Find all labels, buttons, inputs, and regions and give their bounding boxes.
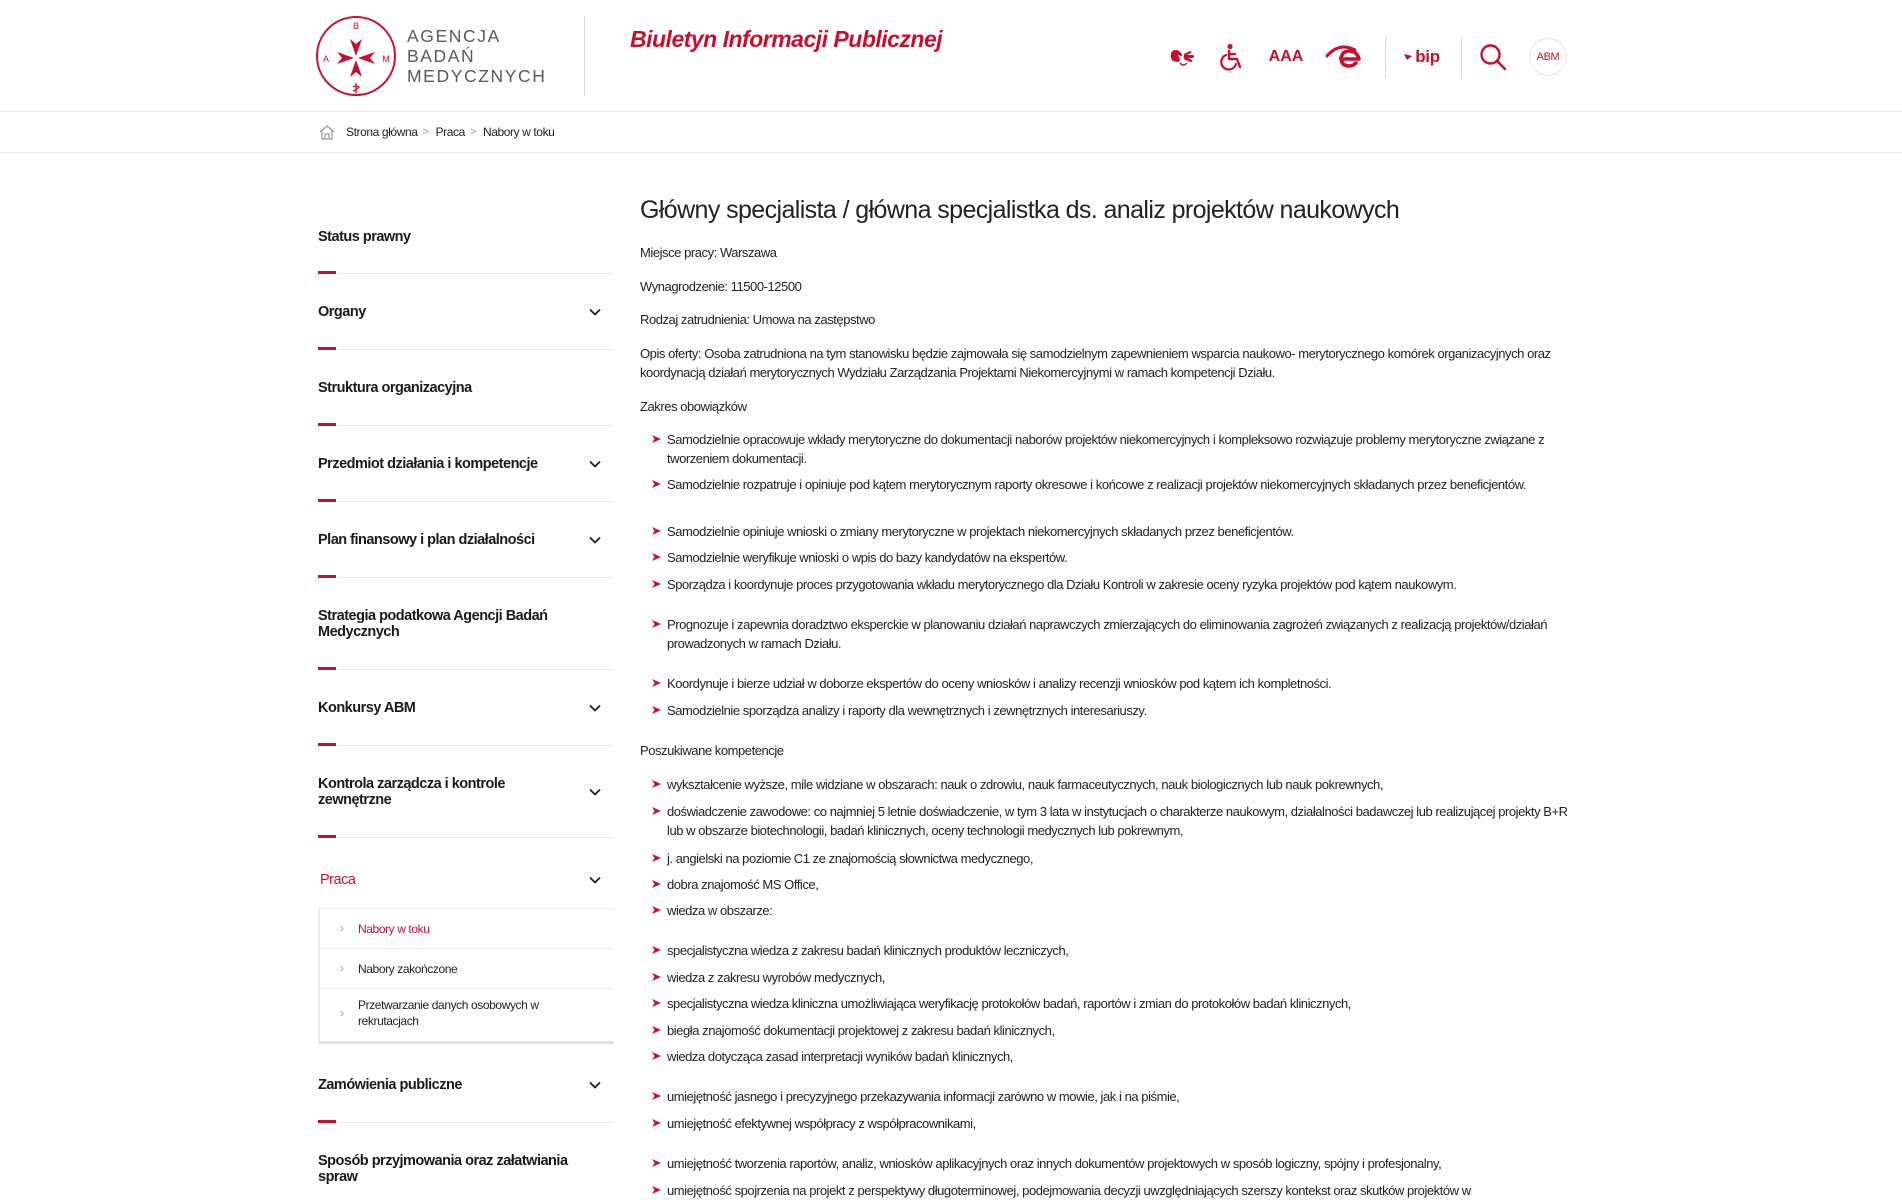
chevron-down-icon[interactable]: [588, 457, 602, 471]
sidebar-item-label: Sposób przyjmowania oraz załatwiania spraw: [318, 1153, 568, 1185]
duty-text: Sporządza i koordynuje proces przygotowania wkładu merytorycznego dla Działu Kontroli w zakresie oceny ryzyka projektów pod kątem naukowym.: [667, 577, 1457, 592]
breadcrumb-arrow-icon: >: [469, 126, 476, 138]
duty-item: [667, 701, 1582, 720]
job-description: Opis oferty: Osoba zatrudniona na tym stanowisku będzie zajmowała się samodzielnym zapewnieniem wsparcia naukowo- merytorycznego komórek organizacyjnych oraz koordynacją działań merytorycznych Wydziału Zarządzania Projektami Niekomercyjnymi w ramach kompetencji Działu.: [640, 346, 1551, 380]
bullet-arrow-icon: [652, 780, 661, 788]
logo-line-1: AGENCJA: [407, 26, 501, 46]
duty-text: Samodzielnie rozpatruje i opiniuje pod kątem merytorycznym raporty okresowe i końcowe z realizacji projektów niekomercyjnych składanych przez beneficjentów.: [667, 477, 1527, 492]
e-services-icon[interactable]: [1324, 40, 1364, 74]
skill-text: wiedza dotycząca zasad interpretacji wyników badań klinicznych,: [667, 1049, 1013, 1064]
sidebar-item-label: Status prawny: [318, 229, 411, 245]
home-icon[interactable]: [318, 124, 336, 140]
bullet-arrow-icon: [652, 946, 661, 954]
header-icons-divider-2: [1461, 36, 1462, 78]
skill-text: dobra znajomość MS Office,: [667, 877, 819, 892]
sidebar-item-strategia[interactable]: [318, 578, 614, 670]
sidebar-item-status-prawny[interactable]: [318, 196, 614, 274]
bullet-arrow-icon: [652, 435, 661, 443]
duty-text: Koordynuje i bierze udział w doborze ekspertów do oceny wniosków i analizy recenzji wniosków pod kątem ich kompletności.: [667, 676, 1332, 691]
skill-text: j. angielski na poziomie C1 ze znajomością słownictwa medycznego,: [667, 851, 1033, 866]
skill-text: umiejętność efektywnej współpracy z współpracownikami,: [667, 1116, 976, 1131]
bullet-arrow-icon: [652, 1092, 661, 1100]
chevron-right-icon: ›: [340, 1006, 344, 1020]
logo-letter-a: A: [322, 54, 330, 64]
sidebar-item-label: Organy: [318, 304, 366, 320]
abm-logo[interactable]: [315, 15, 397, 97]
submenu-item-nabory-zakonczone[interactable]: [320, 949, 614, 989]
chevron-down-icon[interactable]: [588, 873, 602, 887]
sidebar-item-label: Przedmiot działania i kompetencje: [318, 456, 538, 472]
skill-item: [667, 901, 1582, 920]
skill-item: [667, 775, 1582, 794]
submenu-item-label: Nabory w toku: [358, 922, 430, 936]
page-title: Główny specjalista / główna specjalistka ds. analiz projektów naukowych: [640, 196, 1400, 224]
submenu-item-nabory-w-toku[interactable]: [320, 909, 614, 949]
bullet-arrow-icon: [652, 1052, 661, 1060]
bip-logo-text: bip: [1415, 47, 1440, 66]
job-employment-type: Rodzaj zatrudnienia: Umowa na zastępstwo: [640, 312, 875, 327]
skill-item: [667, 1154, 1582, 1173]
font-size-label: AAA: [1268, 48, 1304, 65]
bullet-arrow-icon: [652, 620, 661, 628]
praca-submenu: [318, 908, 614, 1044]
bullet-arrow-icon: [652, 906, 661, 914]
sidebar-item-struktura[interactable]: [318, 350, 614, 426]
bullet-arrow-icon: [652, 1159, 661, 1167]
skill-text: specjalistyczna wiedza kliniczna umożliwiająca weryfikację protokołów badań, raportów i zmian do protokołów badań klinicznych,: [667, 996, 1351, 1011]
bullet-arrow-icon: [652, 679, 661, 687]
bullet-arrow-icon: [652, 807, 661, 815]
breadcrumb-praca[interactable]: Praca: [435, 125, 465, 139]
chevron-down-icon[interactable]: [588, 533, 602, 547]
skill-text: umiejętność tworzenia raportów, analiz, wniosków aplikacyjnych oraz innych dokumentów projektowych w sposób logiczny, spójny i profesjonalny,: [667, 1156, 1442, 1171]
bullet-arrow-icon: [652, 580, 661, 588]
skill-text: doświadczenie zawodowe: co najmniej 5 letnie doświadczenie, w tym 3 lata w instytucjach o charakterze naukowym, działalności badawczej lub realizującej projekty B+R lub w obszarze biotechnologii, badań klinicznych, oceny technologii medycznych lub pokrewnym,: [667, 804, 1568, 838]
skill-item: [667, 1021, 1582, 1040]
logo-line-3: MEDYCZNYCH: [407, 66, 547, 86]
skill-text: biegła znajomość dokumentacji projektowej z zakresu badań klinicznych,: [667, 1023, 1055, 1038]
chevron-right-icon: ›: [340, 961, 344, 975]
search-icon[interactable]: [1478, 40, 1508, 74]
chevron-down-icon[interactable]: [588, 701, 602, 715]
bullet-arrow-icon: [652, 880, 661, 888]
sidebar-item-label: Praca: [320, 872, 356, 888]
breadcrumb-current[interactable]: Nabory w toku: [482, 125, 555, 139]
submenu-item-label: Przetwarzanie danych osobowych w rekrutacjach: [358, 998, 539, 1028]
duty-item: [667, 430, 1582, 468]
job-location: Miejsce pracy: Warszawa: [640, 245, 777, 260]
breadcrumb-arrow-icon: >: [422, 126, 429, 138]
sidebar-item-organy[interactable]: [318, 274, 614, 350]
skill-item: [667, 1114, 1582, 1133]
bip-logo[interactable]: [1402, 40, 1442, 74]
breadcrumb-bar: [0, 112, 1902, 153]
bullet-arrow-icon: [652, 706, 661, 714]
sidebar-item-label: Zamówienia publiczne: [318, 1077, 462, 1093]
breadcrumb-home[interactable]: Strona główna: [346, 125, 418, 139]
sidebar-item-plan-finansowy[interactable]: [318, 502, 614, 578]
sidebar-item-konkursy[interactable]: [318, 670, 614, 746]
skill-item: [667, 941, 1582, 960]
duty-text: Prognozuje i zapewnia doradztwo eksperckie w planowaniu działań naprawczych zmierzających do eliminowania zagrożeń związanych z realizacją projektów/działań prowadzonych w ramach Działu.: [667, 617, 1548, 651]
duty-text: Samodzielnie weryfikuje wnioski o wpis do bazy kandydatów na ekspertów.: [667, 550, 1068, 565]
duty-item: [667, 548, 1582, 567]
duty-item: [667, 615, 1582, 653]
skill-item: [667, 1181, 1582, 1200]
duty-text: Samodzielnie opiniuje wnioski o zmiany merytoryczne w projektach niekomercyjnych składanych przez beneficjentów.: [667, 524, 1294, 539]
sidebar-item-kontrola[interactable]: [318, 746, 614, 838]
job-salary: Wynagrodzenie: 11500-12500: [640, 279, 802, 294]
bullet-arrow-icon: [652, 480, 661, 488]
skill-item: [667, 802, 1582, 840]
bullet-arrow-icon: [652, 999, 661, 1007]
accessibility-icon[interactable]: [1218, 40, 1246, 74]
skill-text: wiedza z zakresu wyrobów medycznych,: [667, 970, 885, 985]
bip-title[interactable]: Biuletyn Informacji Publicznej: [630, 26, 943, 52]
bullet-arrow-icon: [652, 854, 661, 862]
submenu-item-label: Nabory zakończone: [358, 962, 458, 976]
chevron-down-icon[interactable]: [588, 305, 602, 319]
sidebar-item-label: Strategia podatkowa Agencji Badań Medycznych: [318, 608, 548, 640]
duty-item: [667, 522, 1582, 541]
skill-item: [667, 994, 1582, 1013]
skill-item: [667, 849, 1582, 868]
skill-text: umiejętność spojrzenia na projekt z perspektywy długoterminowej, podejmowania decyzji uwzględniających szerszy kontekst oraz skutków projektów w: [667, 1183, 1471, 1198]
logo-line-2: BADAŃ: [407, 46, 476, 66]
duty-text: Samodzielnie sporządza analizy i raporty dla wewnętrznych i zewnętrznych interesariuszy.: [667, 703, 1147, 718]
font-size-toggle[interactable]: [1266, 40, 1306, 74]
site-header: [0, 0, 1902, 112]
duties-heading: Zakres obowiązków: [640, 399, 747, 414]
bullet-arrow-icon: [652, 1119, 661, 1127]
sign-language-icon[interactable]: [1168, 40, 1198, 74]
skill-item: [667, 968, 1582, 987]
bullet-arrow-icon: [652, 973, 661, 981]
bullet-arrow-icon: [652, 527, 661, 535]
sidebar-item-praca[interactable]: [318, 838, 614, 908]
skill-text: specjalistyczna wiedza z zakresu badań klinicznych produktów leczniczych,: [667, 943, 1069, 958]
logo-letter-m: M: [382, 54, 390, 64]
skill-item: [667, 1087, 1582, 1106]
duty-item: [667, 674, 1582, 693]
bullet-arrow-icon: [652, 553, 661, 561]
sidebar-item-label: Struktura organizacyjna: [318, 380, 472, 396]
skills-heading: Poszukiwane kompetencje: [640, 743, 784, 758]
header-divider: [584, 16, 585, 96]
abm-badge[interactable]: ABM: [1529, 38, 1567, 76]
skill-text: wykształcenie wyższe, mile widziane w obszarach: nauk o zdrowiu, nauk farmaceutycznych, nauk biologicznych lub nauk pokrewnych,: [667, 777, 1383, 792]
skill-text: wiedza w obszarze:: [667, 903, 773, 918]
sidebar-item-label: Plan finansowy i plan działalności: [318, 532, 535, 548]
breadcrumb: [318, 124, 554, 140]
sidebar-item-sposob[interactable]: [318, 1123, 614, 1200]
sidebar-item-label: Konkursy ABM: [318, 700, 416, 716]
header-icons-divider: [1385, 36, 1386, 78]
duty-item: [667, 575, 1582, 594]
bullet-arrow-icon: [652, 1186, 661, 1194]
skill-item: [667, 1047, 1582, 1066]
skill-item: [667, 875, 1582, 894]
chevron-down-icon[interactable]: [588, 785, 602, 799]
submenu-item-przetwarzanie[interactable]: [320, 989, 614, 1041]
chevron-down-icon[interactable]: [588, 1078, 602, 1092]
sidebar-item-label: Kontrola zarządcza i kontrole zewnętrzne: [318, 776, 505, 808]
chevron-right-icon: ›: [340, 921, 344, 935]
logo-text[interactable]: [407, 26, 546, 86]
sidebar-item-zamowienia[interactable]: [318, 1047, 614, 1123]
duty-item: [667, 475, 1582, 494]
logo-letter-b: B: [352, 21, 360, 31]
duty-text: Samodzielnie opracowuje wkłady merytoryczne do dokumentacji naborów projektów niekomercyjnych i kompleksowo rozwiązuje problemy merytoryczne związane z tworzeniem dokumentacji.: [667, 432, 1545, 466]
skill-text: umiejętność jasnego i precyzyjnego przekazywania informacji zarówno w mowie, jak i na piśmie,: [667, 1089, 1180, 1104]
bullet-arrow-icon: [652, 1026, 661, 1034]
sidebar-item-przedmiot[interactable]: [318, 426, 614, 502]
